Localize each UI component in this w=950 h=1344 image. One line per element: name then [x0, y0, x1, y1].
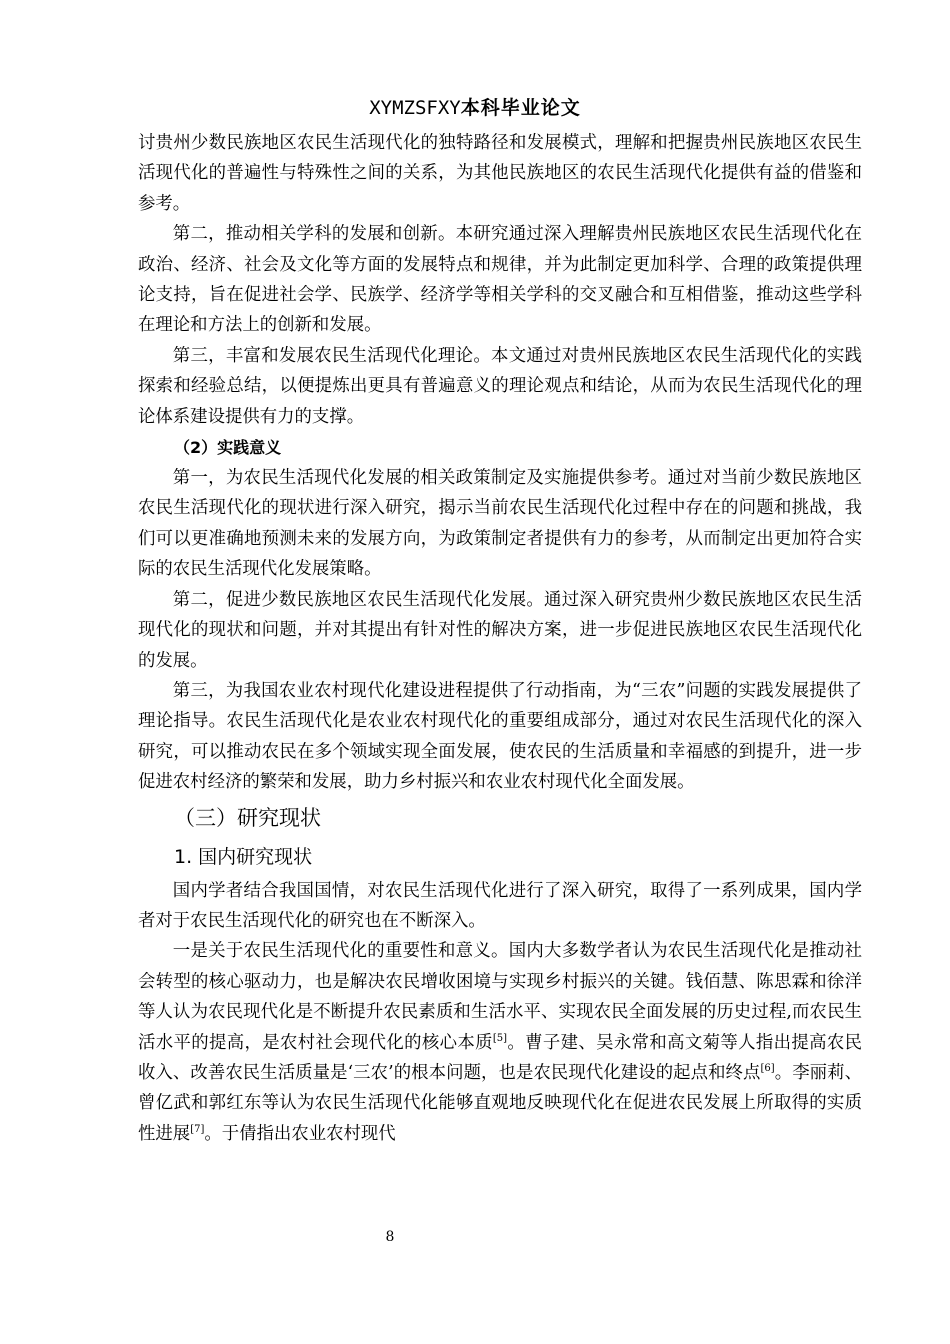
- paragraph-domestic-intro: 国内学者结合我国国情，对农民生活现代化进行了深入研究，取得了一系列成果，国内学者对于农民生活现代化的研究也在不断深入。: [138, 880, 862, 931]
- subsection-heading-domestic: 1. 国内研究现状: [174, 845, 313, 868]
- paragraph-domestic-first: [138, 936, 862, 1149]
- section-heading-research-status: （三）研究现状: [174, 805, 321, 830]
- paragraph-practice-third: 第三，为我国农业农村现代化建设进程提供了行动指南，为“三农”问题的实践发展提供了理论指导。农民生活现代化是农业农村现代化的重要组成部分，通过对农民生活现代化的深入研究，可以推动农民在多个领域实现全面发展，使农民的生活质量和幸福感的到提升，进一步促进农村经济的繁荣和发展，助力乡村振兴和农业农村现代化全面发展。: [138, 680, 862, 793]
- header-code: XYMZSFXY: [369, 97, 461, 119]
- citation-7[interactable]: [7]: [190, 1123, 205, 1135]
- page-number: 8: [385, 1229, 395, 1245]
- body-text: [138, 128, 862, 1149]
- paragraph-practice-first: 第一，为农民生活现代化发展的相关政策制定及实施提供参考。通过对当前少数民族地区农民生活现代化的现状进行深入研究，揭示当前农民生活现代化过程中存在的问题和挑战，我们可以更准确地预测未来的发展方向，为政策制定者提供有力的参考，从而制定出更加符合实际的农民生活现代化发展策略。: [138, 468, 862, 580]
- paragraph-theory-second: 第二，推动相关学科的发展和创新。本研究通过深入理解贵州民族地区农民生活现代化在政治、经济、社会及文化等方面的发展特点和规律，并为此制定更加科学、合理的政策提供理论支持，旨在促进社会学、民族学、经济学等相关学科的交叉融合和互相借鉴，推动这些学科在理论和方法上的创新和发展。: [138, 224, 862, 336]
- paragraph-continued: 讨贵州少数民族地区农民生活现代化的独特路径和发展模式，理解和把握贵州民族地区农民生活现代化的普遍性与特殊性之间的关系，为其他民族地区的农民生活现代化提供有益的借鉴和参考。: [138, 133, 862, 214]
- text-span: 。于倩指出农业农村现代: [204, 1123, 396, 1144]
- text-span: 。李丽莉、曾亿武和郭红东等认为农民生活现代化能够直观地反映现代化在促进农民发展上所取得的实质性进展: [138, 1062, 862, 1144]
- citation-6[interactable]: [6]: [760, 1063, 775, 1075]
- text-span: 。曹子建、吴永常和高文菊等人指出提高农民收入、改善农民生活质量是‘三农’的根本问题，也是农民现代化建设的起点和终点: [138, 1032, 862, 1083]
- subheading-practical-significance: （2）实践意义: [174, 438, 282, 458]
- paragraph-theory-third: 第三，丰富和发展农民生活现代化理论。本文通过对贵州民族地区农民生活现代化的实践探索和经验总结，以便提炼出更具有普遍意义的理论观点和结论，从而为农民生活现代化的理论体系建设提供有力的支撑。: [138, 345, 862, 427]
- citation-5[interactable]: [5]: [492, 1032, 508, 1044]
- paragraph-practice-second: 第二，促进少数民族地区农民生活现代化发展。通过深入研究贵州少数民族地区农民生活现代化的现状和问题，并对其提出有针对性的解决方案，进一步促进民族地区农民生活现代化的发展。: [138, 589, 862, 671]
- text-span: 一是关于农民生活现代化的重要性和意义。国内大多数学者认为农民生活现代化是推动社会转型的核心驱动力，也是解决农民增收困境与实现乡村振兴的关键。钱佰慧、陈思霖和徐洋等人认为农民现代化是不断提升农民素质和生活水平、实现农民全面发展的历史过程,而农民生活水平的提高，是农村社会现代化的核心本质: [138, 941, 862, 1053]
- page-header: [0, 95, 950, 121]
- header-title: 本科毕业论文: [460, 97, 581, 119]
